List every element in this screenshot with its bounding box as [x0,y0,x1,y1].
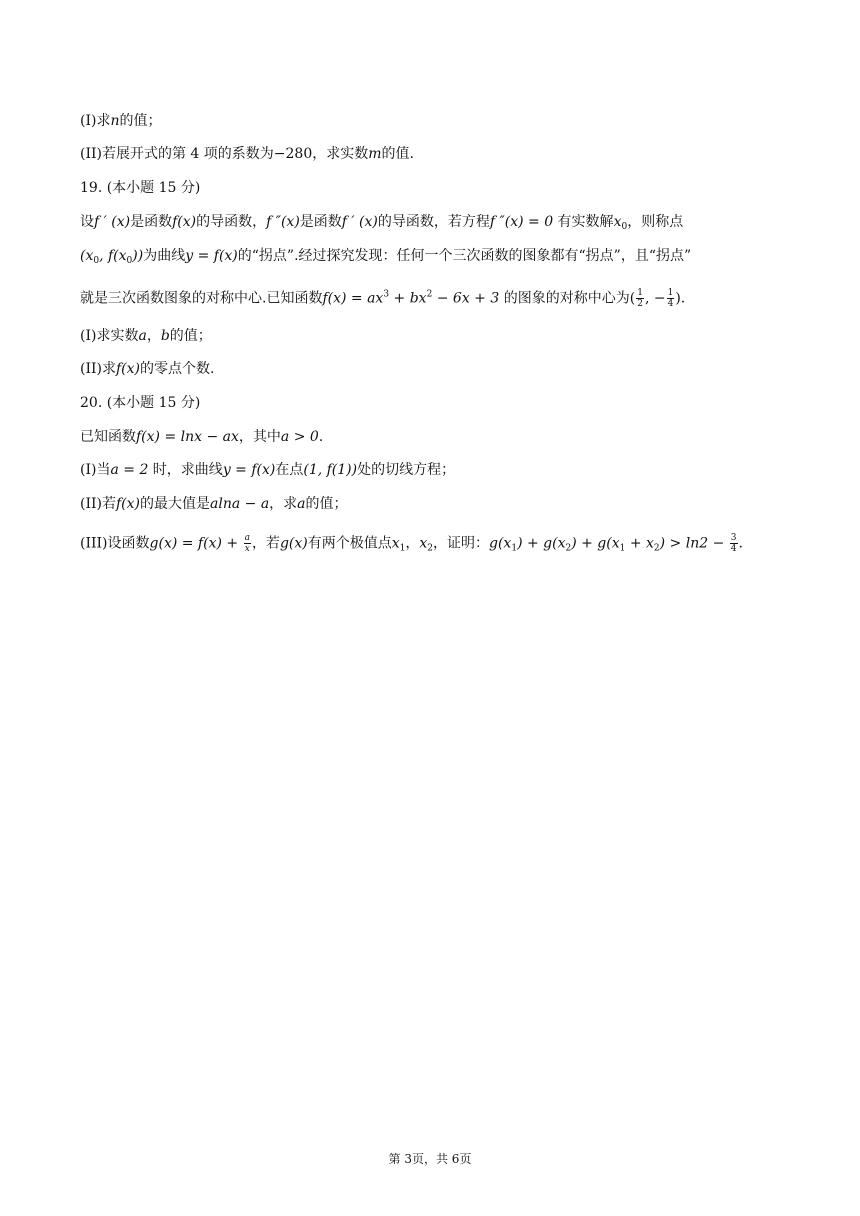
text: 就是三次函数图象的对称中心.已知函数 [80,290,323,307]
question-19-intro-line-2 [80,246,691,266]
math: f(x) = ax [322,290,384,307]
math: )) [132,248,144,264]
math-var: b [160,328,170,344]
text: 处的切线方程； [357,462,456,478]
math: a = 2 [110,462,149,478]
math: f ′ (x) [94,214,131,230]
math: alna − a [210,496,270,512]
fraction-denominator: 4 [730,544,737,554]
math-value: −280 [273,146,313,162]
text: 是函数 [130,214,173,230]
fraction-denominator: 4 [667,299,674,309]
subscript: 2 [565,543,572,554]
math: x [391,535,400,552]
fraction-denominator: 2 [637,299,643,309]
math: g(x [489,535,512,552]
subscript: 2 [427,543,433,554]
text: 的值； [169,328,212,344]
fraction [667,288,675,309]
math: + bx [389,290,427,307]
text: ，若 [251,535,280,552]
text: 为曲线 [143,248,186,264]
fraction-numerator: 3 [730,533,737,543]
math: ) + g(x [517,535,566,552]
text: 的图象的对称中心为 [499,290,630,307]
math: y = f(x) [185,248,238,264]
math: , f(x [99,248,127,264]
text: (I)求 [80,113,111,129]
subscript: 0 [93,256,100,266]
text: 的“拐点”.经过探究发现：任何一个三次函数的图象都有“拐点”，且“拐点” [237,248,692,264]
question-19-part-1 [80,326,212,346]
math: f(x) [172,214,197,230]
heading-text: 20. (本小题 15 分) [80,395,201,411]
question-20-heading [80,393,200,413]
text: (II)求 [80,361,116,377]
text: 已知函数 [80,429,136,445]
subscript: 2 [653,543,660,554]
text: 的最大值是 [140,496,210,512]
math: f(x) [115,496,140,512]
text: 有两个极值点 [307,535,392,552]
math-var: a [138,328,147,344]
text: . [318,429,324,445]
math: ). [675,290,686,307]
math: + x [625,535,654,552]
superscript: 2 [426,289,433,300]
page-number: 第 3页，共 6页 [388,1152,472,1166]
text: 的值. [381,146,414,162]
question-19-part-2 [80,359,214,379]
page-footer [0,1150,860,1167]
math: , − [644,290,666,307]
text: (II)若展开式的第 4 项的系数为 [80,146,274,162]
question-19-intro-line-3 [80,288,685,309]
text: ，求 [269,496,298,512]
text: 的值； [305,496,348,512]
text: 的零点个数. [140,361,215,377]
text: 的导函数， [196,214,267,230]
question-18-part-2 [80,144,414,164]
math: f ″(x) = 0 [489,214,554,230]
math: − 6x + 3 [432,290,500,307]
math: a > 0 [280,429,319,445]
text: (I)求实数 [80,328,139,344]
fraction-denominator: x [244,544,250,554]
text: ，其中 [238,429,281,445]
text: 的导函数，若方程 [377,214,490,230]
text: ，求实数 [312,146,369,162]
math: (1, f(1)) [303,462,358,478]
text: ， [146,328,161,344]
math: (x [80,248,94,264]
text: ， [405,535,420,552]
subscript: 1 [619,543,626,554]
text: ，则称点 [627,214,684,230]
question-20-part-1 [80,460,455,480]
math: ) + g(x [571,535,620,552]
subscript: 0 [621,222,628,232]
math: f(x) = lnx − ax [136,429,239,445]
text: (I)当 [80,462,111,478]
math: x [419,535,428,552]
text: 有实数解 [553,214,614,230]
math: f ″(x) [266,214,300,230]
fraction-numerator: a [244,533,250,543]
text: 时，求曲线 [148,462,223,478]
text: 设 [80,214,94,230]
question-19-heading [80,178,200,198]
fraction-numerator: 1 [667,288,674,298]
math-var: m [368,146,382,162]
question-18-part-1 [80,111,162,131]
fraction [730,533,738,554]
math: g(x) = f(x) + [149,535,243,552]
math-var: a [297,496,306,512]
math: y = f(x) [222,462,276,478]
text: 的值； [119,113,162,129]
math: f ′ (x) [341,214,378,230]
question-20-part-3 [80,533,743,554]
question-20-part-2 [80,494,348,514]
text: . [738,535,743,552]
subscript: 1 [511,543,518,554]
math: f(x) [115,361,140,377]
heading-text: 19. (本小题 15 分) [80,180,201,196]
text: ，证明： [433,535,489,552]
text: (II)若 [80,496,116,512]
superscript: 3 [383,289,390,300]
subscript: 0 [126,256,133,266]
question-19-intro-line-1 [80,212,683,232]
text: (III)设函数 [80,535,150,552]
math: g(x) [279,535,308,552]
fraction-numerator: 1 [637,288,643,298]
subscript: 1 [399,543,406,554]
text: 在点 [275,462,304,478]
fraction [636,288,644,309]
math-var: n [110,113,120,129]
fraction [244,533,251,554]
text: 是函数 [299,214,342,230]
math: ( [629,290,636,307]
question-20-intro [80,427,323,447]
math: x [613,214,622,230]
math: ) > ln2 − [659,535,729,552]
